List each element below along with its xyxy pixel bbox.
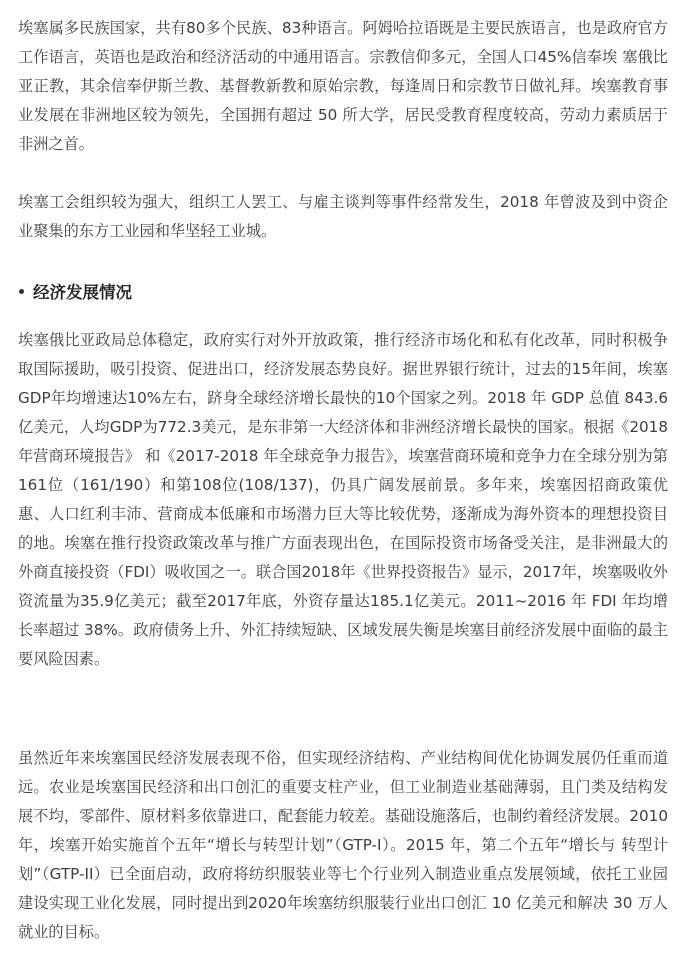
section-heading [18, 276, 668, 306]
economy-paragraph-overview: 埃塞俄比亚政局总体稳定，政府实行对外开放政策，推行经济市场化和私有化改革，同时积极争取国际援助，吸引投资、促进出口，经济发展态势良好。据世界银行统计，过去的15年间，埃塞GDP年均增速达10%左右，跻身全球经济增长最快的10个国家之列。2018 年 GDP 总值 843.6 亿美元，人均GDP为772.3美元，是东非第一大经济体和非洲经济增长最快的国家。根据《2018 年营商环境报告》 和《2017-2018 年全球竞争力报告》，埃塞营商环境和竞争力在全球分别为第161位（161/190）和第108位(108/137)，仍具广阔发展前景。多年来，埃塞因招商政策优惠、人口红利丰沛、营商成本低廉和市场潜力巨大等比较优势，逐渐成为海外资本的理想投资目的地。埃塞在推行投资政策改革与推广方面表现出色，在国际投资市场备受关注，是非洲最大的外商直接投资（FDI）吸收国之一。联合国2018年《世界投资报告》显示，2017年，埃塞吸收外资流量为35.9亿美元；截至2017年底，外资存量达185.1亿美元。2011~2016 年 FDI 年均增长率超过 38%。政府债务上升、外汇持续短缺、区域发展失衡是埃塞目前经济发展中面临的最主要风险因素。 [18, 331, 668, 668]
economy-paragraph-structure: 虽然近年来埃塞国民经济发展表现不俗，但实现经济结构、产业结构间优化协调发展仍任重而道远。农业是埃塞国民经济和出口创汇的重要支柱产业，但工业制造业基础薄弱，且门类及结构发展不均，零部件、原材料多依靠进口，配套能力较差。基础设施落后，也制约着经济发展。2010年，埃塞开始实施首个五年“增长与转型计划”（GTP-I）。2015 年，第二个五年“增长与 转型计划”（GTP-II）已全面启动，政府将纺织服装业等七个行业列入制造业重点发展领域，依托工业园建设实现工业化发展，同时提出到2020年埃塞纺织服装行业出口创汇 10 亿美元和解决 30 万人就业的目标。 [18, 749, 668, 941]
section-heading-text: 经济发展情况 [33, 283, 132, 302]
intro-paragraph-labor-unions: 埃塞工会组织较为强大，组织工人罢工、与雇主谈判等事件经常发生，2018 年曾波及到中资企业聚集的东方工业园和华坚轻工业城。 [18, 193, 668, 240]
bullet-dot-icon [19, 289, 24, 294]
intro-paragraph-demographics: 埃塞属多民族国家，共有80多个民族、83种语言。阿姆哈拉语既是主要民族语言，也是政府官方工作语言，英语也是政治和经济活动的中通用语言。宗教信仰多元，全国人口45%信奉埃 塞俄比亚正教，其余信奉伊斯兰教、基督教新教和原始宗教，每逢周日和宗教节日做礼拜。埃塞教育事业发展在非洲地区较为领先，全国拥有超过 50 所大学，居民受教育程度较高，劳动力素质居于非洲之首。 [18, 19, 668, 153]
